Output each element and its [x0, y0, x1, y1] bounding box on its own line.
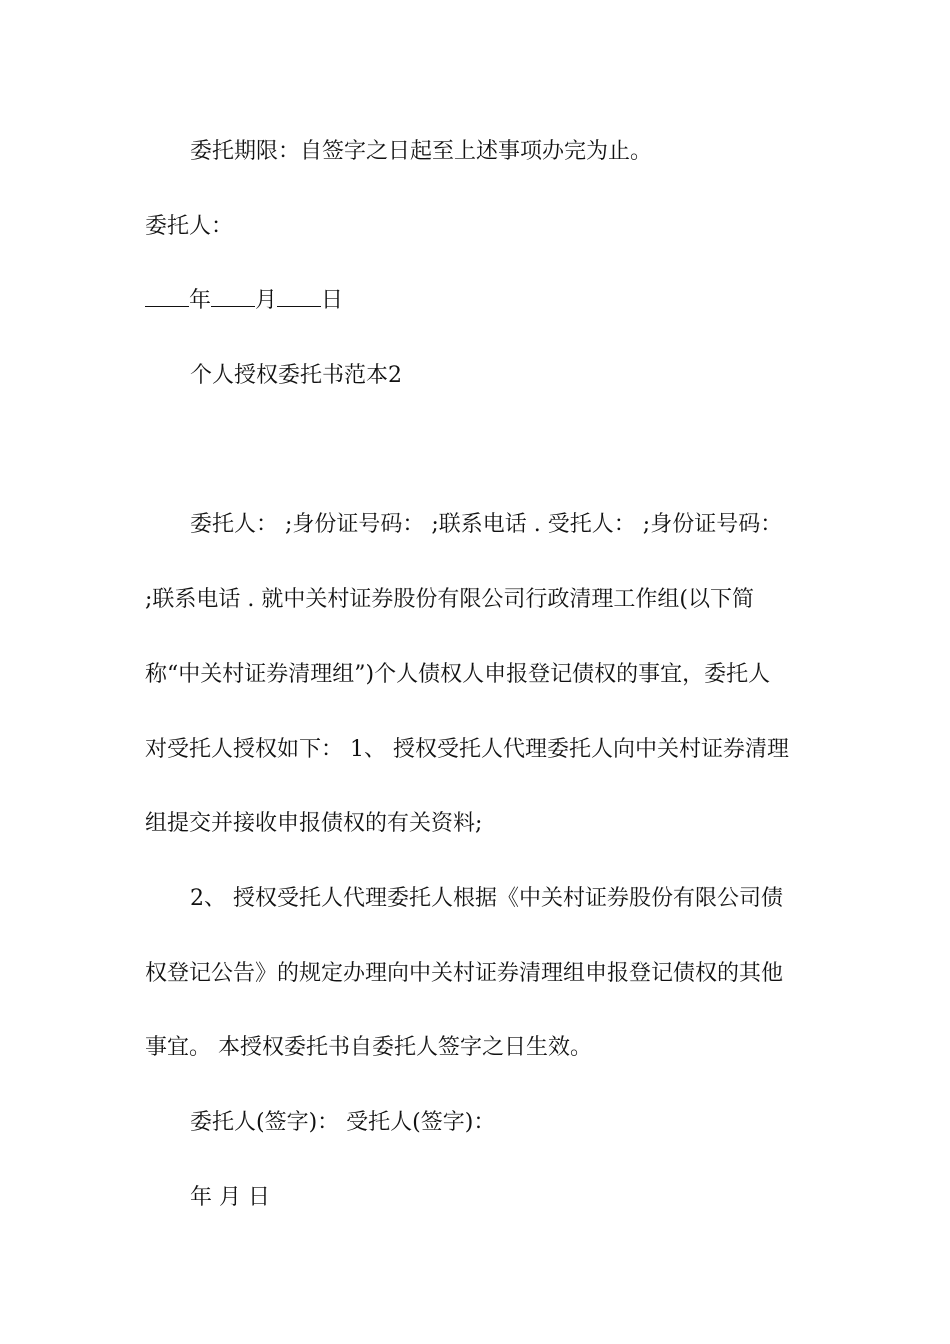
paragraph-1-line-4: 对受托人授权如下： 1、 授权受托人代理委托人向中关村证券清理 [145, 737, 789, 762]
principal-label: 委托人： [145, 214, 234, 239]
paragraph-1-line-3: 称“中关村证券清理组”)个人债权人申报登记债权的事宜，委托人 [145, 662, 771, 687]
month-blank [211, 286, 255, 307]
year-label: 年 [189, 288, 212, 313]
final-date-line: 年 月 日 [190, 1185, 270, 1210]
paragraph-2-line-3: 事宜。 本授权委托书自委托人签字之日生效。 [145, 1035, 592, 1060]
term-line: 委托期限：自签字之日起至上述事项办完为止。 [190, 139, 653, 164]
paragraph-1-line-5: 组提交并接收申报债权的有关资料; [145, 811, 483, 836]
paragraph-2-line-2: 权登记公告》的规定办理向中关村证券清理组申报登记债权的其他 [145, 961, 784, 986]
sample-title: 个人授权委托书范本2 [190, 363, 402, 388]
year-blank [145, 286, 189, 307]
month-label: 月 [255, 288, 278, 313]
paragraph-1-line-2: ;联系电话 . 就中关村证券股份有限公司行政清理工作组(以下简 [145, 587, 754, 612]
signature-line: 委托人(签字)： 受托人(签字)： [190, 1110, 496, 1135]
paragraph-2-line-1: 2、 授权受托人代理委托人根据《中关村证券股份有限公司债 [190, 886, 783, 911]
paragraph-1-line-1: 委托人： ;身份证号码： ;联系电话 . 受托人： ;身份证号码： [190, 512, 783, 537]
day-blank [277, 286, 321, 307]
date-line [145, 285, 343, 317]
day-label: 日 [321, 288, 344, 313]
